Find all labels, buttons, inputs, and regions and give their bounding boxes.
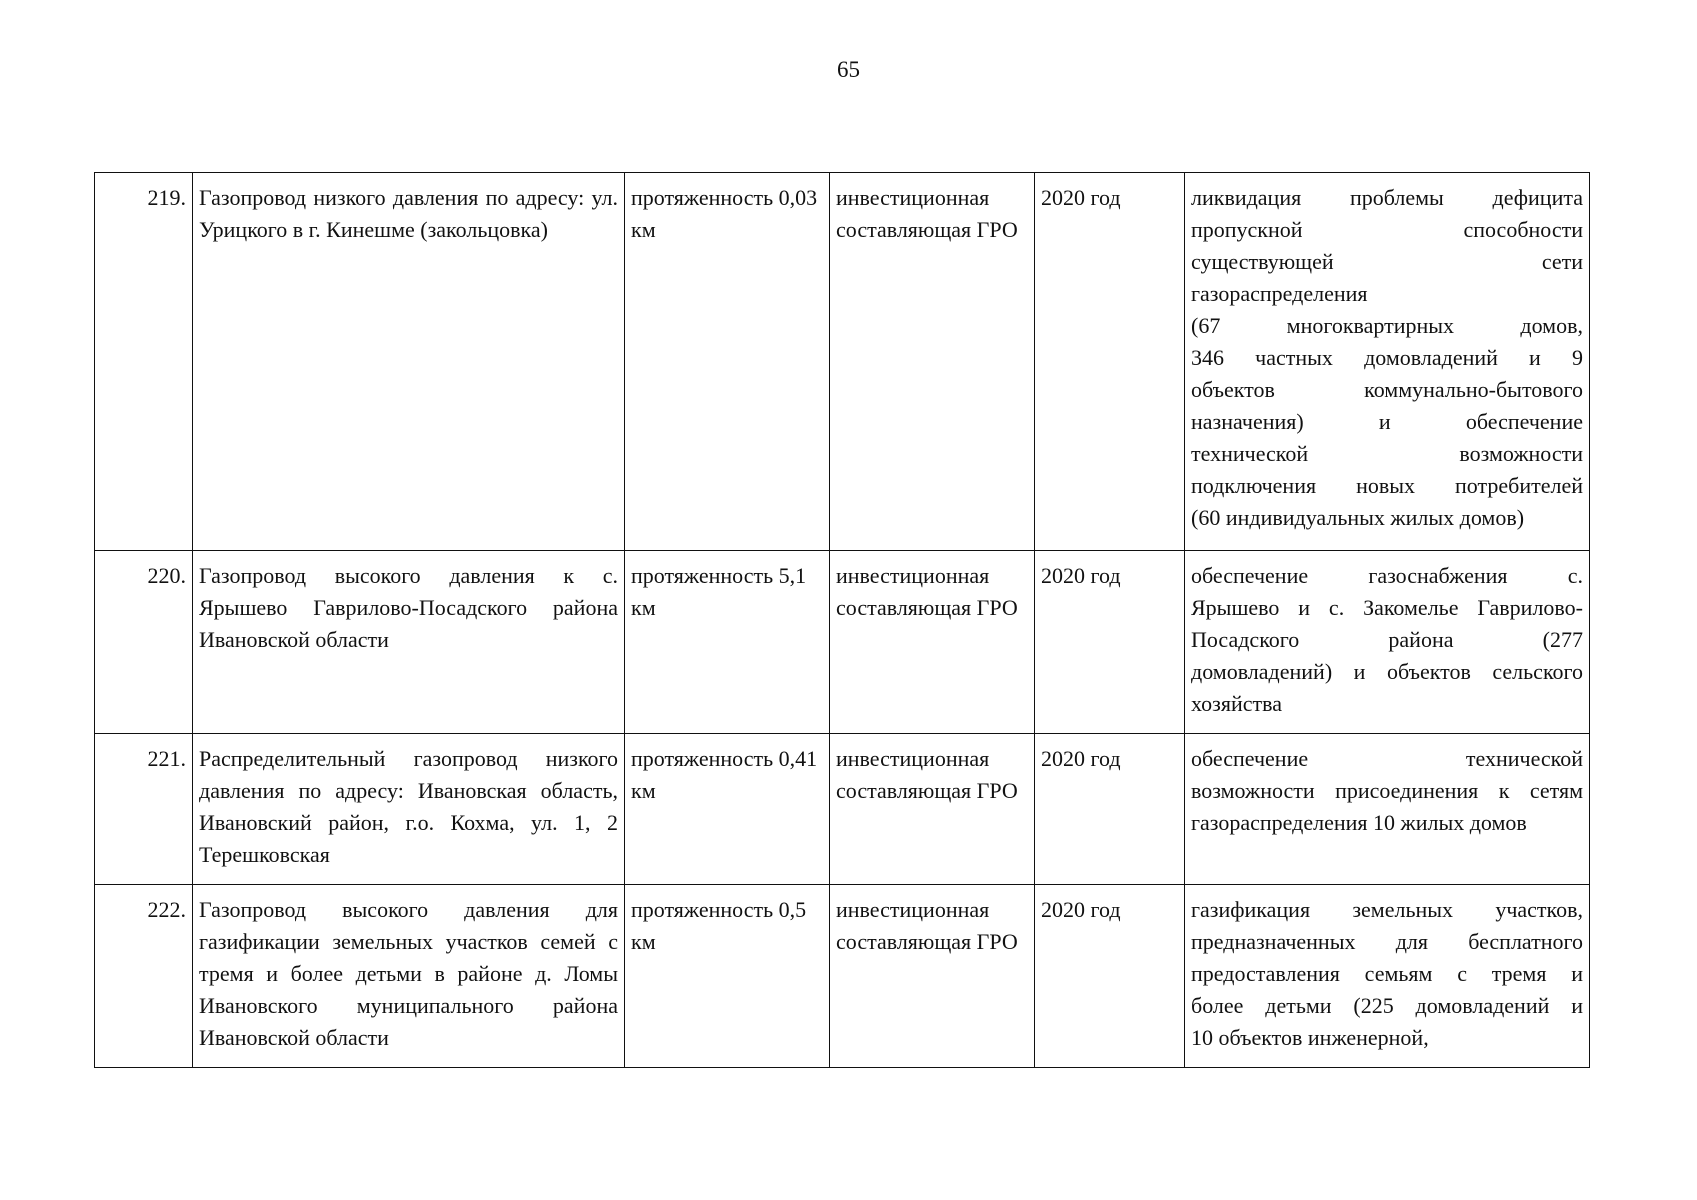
table-row [95, 734, 1590, 885]
year-cell: 2020 год [1035, 551, 1185, 734]
row-number-cell: 219. [95, 173, 193, 551]
investment-program-table [94, 172, 1590, 1068]
funding-source-cell: инвестиционная составляющая ГРО [830, 885, 1035, 1068]
description-line: (67 многоквартирных домов, [1191, 313, 1583, 338]
length-cell: протяженность 0,03 км [625, 173, 830, 551]
purpose-description-cell [1185, 173, 1590, 551]
description-line: технической возможности [1191, 441, 1583, 466]
length-cell: протяженность 5,1 км [625, 551, 830, 734]
description-line: Посадского района (277 [1191, 627, 1583, 652]
funding-source-cell: инвестиционная составляющая ГРО [830, 734, 1035, 885]
description-line: (60 индивидуальных жилых домов) [1191, 505, 1525, 530]
row-number-cell: 220. [95, 551, 193, 734]
description-line: подключения новых потребителей [1191, 473, 1583, 498]
table-body [95, 173, 1590, 1068]
description-line: предназначенных для бесплатного [1191, 929, 1583, 954]
page-number: 65 [837, 57, 860, 82]
description-line: существующей сети [1191, 249, 1583, 274]
year-cell: 2020 год [1035, 173, 1185, 551]
purpose-description-cell [1185, 551, 1590, 734]
description-line: более детьми (225 домовладений и [1191, 993, 1583, 1018]
year-cell: 2020 год [1035, 885, 1185, 1068]
table-row [95, 551, 1590, 734]
description-line: объектов коммунально-бытового [1191, 377, 1583, 402]
row-number-cell: 221. [95, 734, 193, 885]
description-line: газификация земельных участков, [1191, 897, 1583, 922]
description-line: 346 частных домовладений и 9 [1191, 345, 1583, 370]
description-line: назначения) и обеспечение [1191, 409, 1583, 434]
description-line: газораспределения 10 жилых домов [1191, 810, 1527, 835]
length-cell: протяженность 0,5 км [625, 885, 830, 1068]
year-cell: 2020 год [1035, 734, 1185, 885]
description-line: пропускной способности [1191, 217, 1583, 242]
description-line: домовладений) и объектов сельского [1191, 659, 1583, 684]
row-number-cell: 222. [95, 885, 193, 1068]
funding-source-cell: инвестиционная составляющая ГРО [830, 173, 1035, 551]
description-line: обеспечение газоснабжения с. [1191, 563, 1583, 588]
object-name-cell: Распределительный газопровод низкого давления по адресу: Ивановская область, Ивановский район, г.о. Кохма, ул. 1, 2 Терешковская [193, 734, 625, 885]
description-line: 10 объектов инженерной, [1191, 1025, 1429, 1050]
description-line: ликвидация проблемы дефицита [1191, 185, 1583, 210]
description-line: Ярышево и с. Закомелье Гаврилово- [1191, 595, 1583, 620]
description-line: обеспечение технической [1191, 746, 1583, 771]
object-name-cell: Газопровод высокого давления к с. Ярышево Гаврилово-Посадского района Ивановской области [193, 551, 625, 734]
table-row [95, 173, 1590, 551]
length-cell: протяженность 0,41 км [625, 734, 830, 885]
object-name-cell: Газопровод низкого давления по адресу: ул. Урицкого в г. Кинешме (закольцовка) [193, 173, 625, 551]
funding-source-cell: инвестиционная составляющая ГРО [830, 551, 1035, 734]
purpose-description-cell [1185, 734, 1590, 885]
description-line: хозяйства [1191, 691, 1282, 716]
purpose-description-cell [1185, 885, 1590, 1068]
description-line: предоставления семьям с тремя и [1191, 961, 1583, 986]
table-row [95, 885, 1590, 1068]
description-line: газораспределения [1191, 281, 1368, 306]
description-line: возможности присоединения к сетям [1191, 778, 1583, 803]
object-name-cell: Газопровод высокого давления для газификации земельных участков семей с тремя и более детьми в районе д. Ломы Ивановского муниципального района Ивановской области [193, 885, 625, 1068]
